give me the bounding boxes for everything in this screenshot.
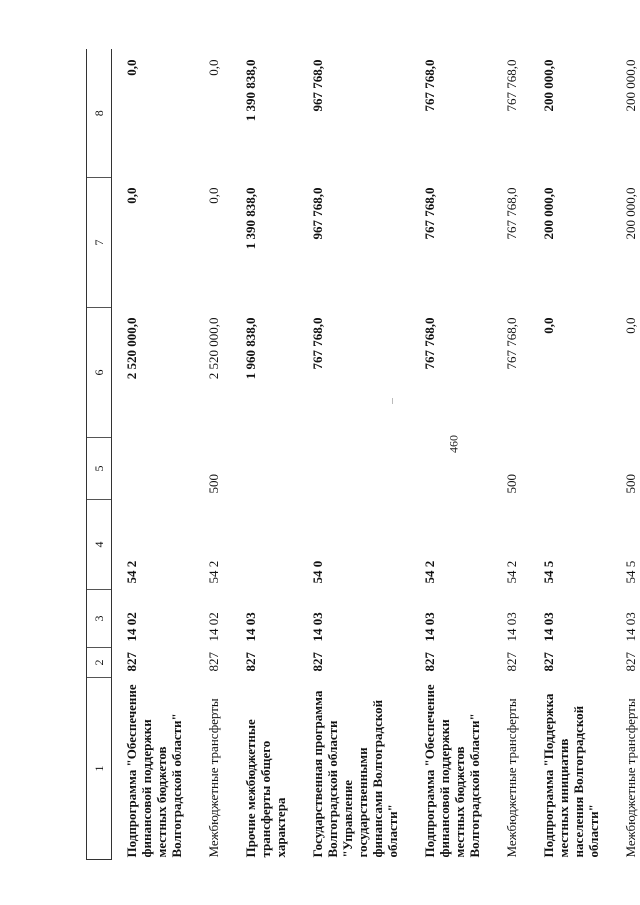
section-code-cell: 14 03 xyxy=(422,612,437,642)
section-code-cell: 14 03 xyxy=(243,612,258,642)
amount-col8-cell: 767 768,0 xyxy=(422,59,437,112)
budget-table xyxy=(86,50,640,861)
row-name-cell: Подпрограмма "Обеспечение финансовой поддержки местных бюджетов Волгоградской области" xyxy=(124,684,184,858)
column-header-2: 2 xyxy=(87,648,112,678)
table-row xyxy=(194,50,231,860)
amount-col7-cell: 767 768,0 xyxy=(504,187,519,240)
amount-col7-cell: 1 390 838,0 xyxy=(243,187,258,250)
expense-type-cell xyxy=(410,438,492,500)
amount-col6-cell: 2 520 000,0 xyxy=(206,317,221,380)
ministry-code-cell: 827 xyxy=(124,652,139,672)
expense-type-cell: 500 xyxy=(623,474,638,494)
page-number: 460 xyxy=(446,435,461,453)
ministry-code-cell: 827 xyxy=(541,652,556,672)
section-code-cell: 14 03 xyxy=(541,612,556,642)
amount-col7-cell: 200 000,0 xyxy=(623,187,638,240)
section-code-cell: 14 02 xyxy=(206,612,221,642)
row-name-cell: Подпрограмма "Обеспечение финансовой поддержки местных бюджетов Волгоградской области" xyxy=(422,684,482,858)
amount-col8-cell: 200 000,0 xyxy=(541,59,556,112)
column-header-8: 8 xyxy=(87,50,112,178)
section-code-cell: 14 03 xyxy=(310,612,325,642)
amount-col7-cell: 0,0 xyxy=(124,187,139,204)
rotated-table-container xyxy=(86,50,638,860)
expense-type-cell xyxy=(298,438,410,500)
ministry-code-cell: 827 xyxy=(310,652,325,672)
row-name-cell: Межбюджетные трансферты xyxy=(504,698,519,858)
column-header-1: 1 xyxy=(87,678,112,860)
row-name-cell: Государственная программа Волгоградской области "Управление государственными финансами Волгоградской области" xyxy=(310,690,400,858)
target-article-cell: 54 0 xyxy=(310,560,325,584)
table-row xyxy=(298,50,410,860)
table-row xyxy=(410,50,492,860)
amount-col8-cell: 200 000,0 xyxy=(623,59,638,112)
amount-col6-cell: 0,0 xyxy=(541,317,556,334)
amount-col7-cell: 767 768,0 xyxy=(422,187,437,240)
expense-type-cell xyxy=(231,438,298,500)
table-row xyxy=(529,50,611,860)
row-name-cell: Межбюджетные трансферты xyxy=(206,698,221,858)
amount-col8-cell: 767 768,0 xyxy=(504,59,519,112)
column-header-5: 5 xyxy=(87,438,112,500)
expense-type-cell: 500 xyxy=(504,474,519,494)
amount-col7-cell: 200 000,0 xyxy=(541,187,556,240)
ministry-code-cell: 827 xyxy=(623,652,638,672)
ministry-code-cell: 827 xyxy=(422,652,437,672)
target-article-cell: 54 2 xyxy=(422,560,437,584)
column-header-4: 4 xyxy=(87,500,112,590)
ministry-code-cell: 827 xyxy=(243,652,258,672)
ministry-code-cell: 827 xyxy=(206,652,221,672)
amount-col8-cell: 967 768,0 xyxy=(310,59,325,112)
table-header-row xyxy=(87,50,112,860)
ministry-code-cell: 827 xyxy=(504,652,519,672)
column-header-3: 3 xyxy=(87,590,112,648)
row-name-cell: Подпрограмма "Поддержка местных инициатив населения Волгоградской области" xyxy=(541,693,601,858)
amount-col6-cell: 767 768,0 xyxy=(310,317,325,370)
table-row xyxy=(112,50,195,860)
expense-type-cell xyxy=(112,438,195,500)
section-code-cell: 14 02 xyxy=(124,612,139,642)
row-name-cell: Межбюджетные трансферты xyxy=(623,698,638,858)
amount-col6-cell: 1 960 838,0 xyxy=(243,317,258,380)
amount-col8-cell: 0,0 xyxy=(206,59,221,76)
row-name-cell: Прочие межбюджетные трансферты общего характера xyxy=(243,719,288,858)
target-article-cell: 54 5 xyxy=(623,560,638,584)
column-header-7: 7 xyxy=(87,178,112,308)
amount-col6-cell: 767 768,0 xyxy=(504,317,519,370)
amount-col8-cell: 0,0 xyxy=(124,59,139,76)
target-article-cell: 54 2 xyxy=(124,560,139,584)
amount-col7-cell: 967 768,0 xyxy=(310,187,325,240)
target-article-cell: 54 5 xyxy=(541,560,556,584)
target-article-cell: 54 2 xyxy=(504,560,519,584)
table-row xyxy=(492,50,529,860)
target-article-cell xyxy=(231,500,298,590)
target-article-cell: 54 2 xyxy=(206,560,221,584)
table-row xyxy=(611,50,640,860)
amount-col6-cell: 767 768,0 xyxy=(422,317,437,370)
column-header-6: 6 xyxy=(87,308,112,438)
amount-col8-cell: 1 390 838,0 xyxy=(243,59,258,122)
section-code-cell: 14 03 xyxy=(504,612,519,642)
amount-col7-cell: 0,0 xyxy=(206,187,221,204)
section-code-cell: 14 03 xyxy=(623,612,638,642)
table-row xyxy=(231,50,298,860)
amount-col6-cell: 0,0 xyxy=(623,317,638,334)
expense-type-cell xyxy=(529,438,611,500)
expense-type-cell: 500 xyxy=(206,474,221,494)
amount-col6-cell: 2 520 000,0 xyxy=(124,317,139,380)
